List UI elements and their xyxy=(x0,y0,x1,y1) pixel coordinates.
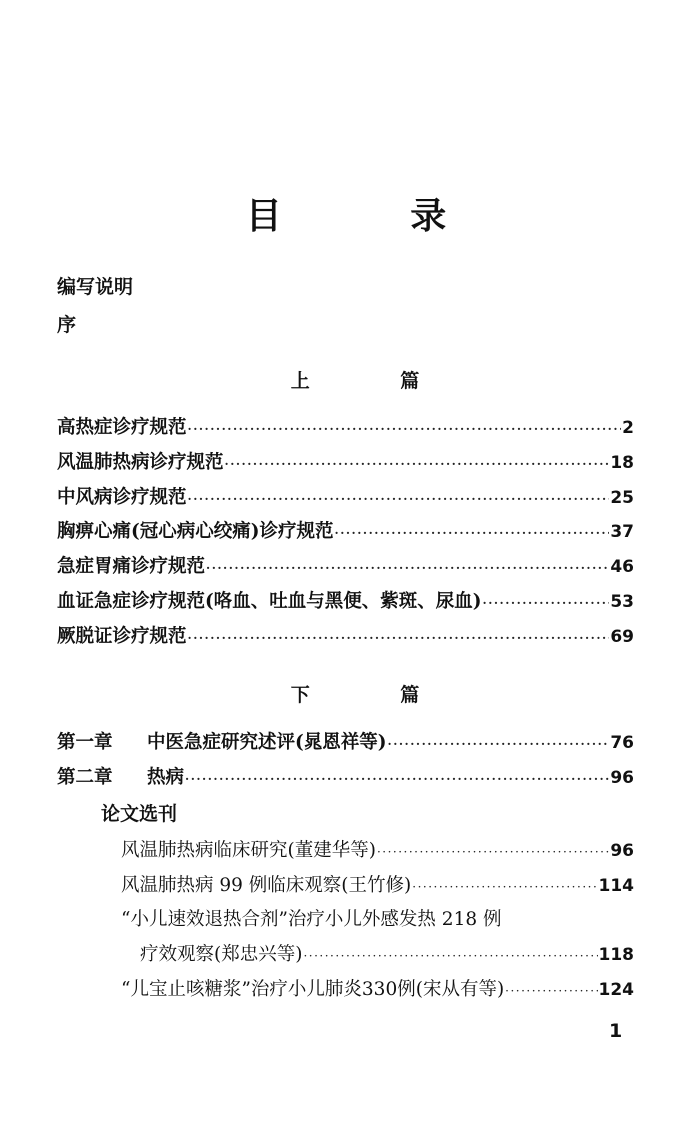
paper-entry-title: 风温肺热病临床研究(董建华等) xyxy=(121,840,376,861)
toc-entry-page: 37 xyxy=(610,522,634,542)
toc-entry[interactable] xyxy=(57,483,634,509)
leader-dots xyxy=(388,737,610,751)
paper-entry[interactable] xyxy=(121,975,634,1001)
chapter-number: 第二章 xyxy=(57,767,113,788)
chapter-entry-title xyxy=(57,763,184,789)
paper-entry[interactable] xyxy=(121,836,634,862)
leader-dots xyxy=(188,492,610,506)
paper-entry-page: 96 xyxy=(610,841,634,861)
leader-dots xyxy=(483,596,610,610)
toc-entry-page: 69 xyxy=(610,627,634,647)
paper-entry[interactable] xyxy=(140,940,634,966)
leader-dots xyxy=(303,949,597,963)
page-title: 目 录 xyxy=(245,195,505,237)
leader-dots xyxy=(377,845,609,859)
paper-entry-title: 风温肺热病 99 例临床观察(王竹修) xyxy=(121,875,412,896)
toc-entry[interactable] xyxy=(57,552,634,578)
toc-entry[interactable] xyxy=(57,587,634,613)
toc-entry[interactable] xyxy=(57,622,634,648)
leader-dots xyxy=(225,457,610,471)
paper-entry-page: 114 xyxy=(598,876,634,896)
paper-entry-title-line2: 疗效观察(郑忠兴等) xyxy=(140,944,303,965)
paper-entry[interactable] xyxy=(121,871,634,897)
chapter-entry[interactable] xyxy=(57,763,634,789)
part-one-heading: 上 篇 xyxy=(290,370,462,392)
chapter-entry[interactable] xyxy=(57,728,634,754)
toc-entry-title: 厥脱证诊疗规范 xyxy=(57,626,187,647)
chapter-entry-title xyxy=(57,728,387,754)
leader-dots xyxy=(505,984,597,998)
toc-entry-page: 46 xyxy=(610,557,634,577)
leader-dots xyxy=(188,631,610,645)
front-matter-compilation-notes: 编写说明 xyxy=(57,276,134,298)
part-two-heading: 下 篇 xyxy=(290,684,462,706)
chapter-entry-page: 96 xyxy=(610,768,634,788)
paper-entry-title-line1[interactable]: “小儿速效退热合剂”治疗小儿外感发热 218 例 xyxy=(121,909,502,930)
leader-dots xyxy=(206,561,609,575)
page-number: 1 xyxy=(609,1020,623,1042)
chapter-entry-page: 76 xyxy=(610,733,634,753)
toc-entry-page: 53 xyxy=(610,592,634,612)
paper-entry-page: 118 xyxy=(598,945,634,965)
toc-entry-title: 高热症诊疗规范 xyxy=(57,417,187,438)
toc-entry-title: 风温肺热病诊疗规范 xyxy=(57,452,224,473)
toc-entry-title: 胸痹心痛(冠心病心绞痛)诊疗规范 xyxy=(57,521,334,542)
toc-entry[interactable] xyxy=(57,448,634,474)
paper-entry-title: “儿宝止咳糖浆”治疗小儿肺炎330例(宋从有等) xyxy=(121,979,505,1000)
leader-dots xyxy=(335,526,610,540)
toc-entry-page: 25 xyxy=(610,488,634,508)
leader-dots xyxy=(188,422,622,436)
leader-dots xyxy=(412,880,597,894)
toc-entry[interactable] xyxy=(57,413,634,439)
front-matter-preface: 序 xyxy=(57,314,77,336)
toc-entry-title: 中风病诊疗规范 xyxy=(57,487,187,508)
subsection-heading: 论文选刊 xyxy=(101,803,178,825)
toc-entry[interactable] xyxy=(57,517,634,543)
leader-dots xyxy=(185,772,609,786)
toc-entry-page: 18 xyxy=(610,453,634,473)
toc-entry-page: 2 xyxy=(622,418,634,438)
chapter-title: 中医急症研究述评(晁恩祥等) xyxy=(147,732,387,753)
chapter-title: 热病 xyxy=(147,767,185,788)
paper-entry-page: 124 xyxy=(598,980,634,1000)
chapter-number: 第一章 xyxy=(57,732,113,753)
toc-entry-title: 血证急症诊疗规范(咯血、吐血与黑便、紫斑、尿血) xyxy=(57,591,482,612)
toc-entry-title: 急症胃痛诊疗规范 xyxy=(57,556,206,577)
